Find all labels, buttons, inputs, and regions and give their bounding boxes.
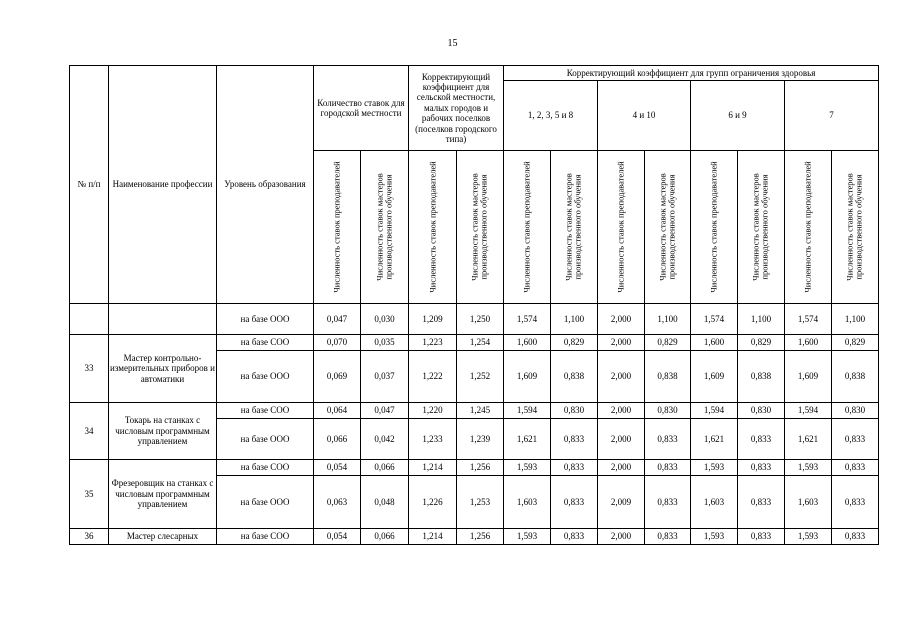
row-num: 34 [70, 403, 109, 460]
value-cell: 0,838 [551, 351, 598, 403]
value-cell: 1,574 [785, 304, 832, 335]
value-cell: 1,593 [504, 460, 551, 476]
value-cell: 1,609 [691, 351, 738, 403]
header-vertical-label: Численность ставок преподавателей [708, 161, 719, 293]
education-level: на базе СОО [217, 460, 314, 476]
header-rural-group: Корректирующий коэффициент для сельской местности, малых городов и рабочих поселков (поселков городского типа) [409, 66, 504, 151]
profession-name: Мастер слесарных [109, 529, 217, 545]
header-urban-group: Количество ставок для городской местности [314, 66, 409, 151]
value-cell: 1,603 [785, 476, 832, 529]
value-cell: 1,603 [504, 476, 551, 529]
header-masters-count [645, 151, 691, 304]
value-cell: 1,245 [457, 403, 504, 419]
value-cell: 0,829 [738, 335, 785, 351]
value-cell: 2,000 [598, 419, 645, 460]
header-masters-count [361, 151, 409, 304]
value-cell: 0,830 [645, 403, 691, 419]
header-vertical-label: Численность ставок преподавателей [615, 161, 626, 293]
value-cell: 1,239 [457, 419, 504, 460]
value-cell: 0,833 [832, 460, 879, 476]
value-cell: 1,100 [551, 304, 598, 335]
value-cell: 1,100 [645, 304, 691, 335]
value-cell: 0,829 [832, 335, 879, 351]
value-cell: 0,037 [361, 351, 409, 403]
header-health-group-1: 1, 2, 3, 5 и 8 [504, 81, 598, 151]
value-cell: 0,833 [551, 476, 598, 529]
value-cell: 1,209 [409, 304, 457, 335]
value-cell: 0,838 [832, 351, 879, 403]
value-cell: 1,603 [691, 476, 738, 529]
table-row [70, 403, 879, 419]
header-masters-count [738, 151, 785, 304]
value-cell: 1,621 [691, 419, 738, 460]
header-health-group-3: 6 и 9 [691, 81, 785, 151]
value-cell: 1,594 [504, 403, 551, 419]
value-cell: 0,070 [314, 335, 361, 351]
value-cell: 1,100 [832, 304, 879, 335]
value-cell: 1,253 [457, 476, 504, 529]
profession-name: Фрезеровщик на станках с числовым программным управлением [109, 460, 217, 529]
header-vertical-label: Численность ставок преподавателей [521, 161, 532, 293]
value-cell: 0,838 [738, 351, 785, 403]
header-num: № п/п [70, 66, 109, 304]
value-cell: 2,000 [598, 460, 645, 476]
value-cell: 0,833 [738, 419, 785, 460]
education-level: на базе ООО [217, 304, 314, 335]
value-cell: 1,593 [785, 529, 832, 545]
value-cell: 1,256 [457, 460, 504, 476]
value-cell: 1,593 [691, 529, 738, 545]
value-cell: 1,600 [504, 335, 551, 351]
value-cell: 2,000 [598, 351, 645, 403]
row-name [109, 304, 217, 335]
value-cell: 0,035 [361, 335, 409, 351]
value-cell: 2,009 [598, 476, 645, 529]
value-cell: 2,000 [598, 403, 645, 419]
header-masters-count [832, 151, 879, 304]
value-cell: 0,042 [361, 419, 409, 460]
value-cell: 0,833 [551, 419, 598, 460]
value-cell: 0,069 [314, 351, 361, 403]
value-cell: 1,226 [409, 476, 457, 529]
education-level: на базе ООО [217, 419, 314, 460]
education-level: на базе СОО [217, 529, 314, 545]
value-cell: 0,829 [551, 335, 598, 351]
value-cell: 0,838 [645, 351, 691, 403]
value-cell: 0,047 [361, 403, 409, 419]
value-cell: 1,222 [409, 351, 457, 403]
value-cell: 1,214 [409, 460, 457, 476]
value-cell: 0,830 [738, 403, 785, 419]
value-cell: 1,574 [691, 304, 738, 335]
page-number: 15 [447, 38, 458, 49]
table-row [70, 304, 879, 335]
value-cell: 1,100 [738, 304, 785, 335]
value-cell: 1,254 [457, 335, 504, 351]
value-cell: 0,829 [645, 335, 691, 351]
profession-name: Мастер контрольно-измерительных приборов и автоматики [109, 335, 217, 403]
header-health-group-4: 7 [785, 81, 879, 151]
header-teachers-count [409, 151, 457, 304]
header-teachers-count [785, 151, 832, 304]
value-cell: 1,256 [457, 529, 504, 545]
value-cell: 0,833 [738, 529, 785, 545]
value-cell: 0,833 [738, 460, 785, 476]
value-cell: 0,833 [645, 529, 691, 545]
header-vertical-label: Численность ставок мастеров производственного обучения [657, 173, 677, 281]
header-teachers-count [598, 151, 645, 304]
value-cell: 1,600 [691, 335, 738, 351]
education-level: на базе СОО [217, 403, 314, 419]
value-cell: 0,047 [314, 304, 361, 335]
value-cell: 0,066 [361, 460, 409, 476]
value-cell: 0,833 [832, 419, 879, 460]
value-cell: 1,220 [409, 403, 457, 419]
value-cell: 0,833 [645, 419, 691, 460]
value-cell: 2,000 [598, 335, 645, 351]
value-cell: 0,833 [551, 529, 598, 545]
header-masters-count [551, 151, 598, 304]
value-cell: 0,833 [645, 460, 691, 476]
value-cell: 1,609 [504, 351, 551, 403]
value-cell: 1,214 [409, 529, 457, 545]
value-cell: 1,593 [691, 460, 738, 476]
header-vertical-label: Численность ставок мастеров производственного обучения [563, 173, 583, 281]
table-row [70, 335, 879, 351]
header-level: Уровень образования [217, 66, 314, 304]
header-teachers-count [504, 151, 551, 304]
value-cell: 0,063 [314, 476, 361, 529]
value-cell: 0,030 [361, 304, 409, 335]
header-vertical-label: Численность ставок преподавателей [331, 161, 342, 293]
header-teachers-count [691, 151, 738, 304]
staffing-table [69, 65, 879, 545]
row-num: 35 [70, 460, 109, 529]
header-teachers-count [314, 151, 361, 304]
table-row [70, 460, 879, 476]
header-masters-count [457, 151, 504, 304]
value-cell: 0,066 [361, 529, 409, 545]
value-cell: 0,054 [314, 460, 361, 476]
row-num [70, 304, 109, 335]
header-vertical-label: Численность ставок преподавателей [426, 161, 437, 293]
value-cell: 1,609 [785, 351, 832, 403]
value-cell: 0,048 [361, 476, 409, 529]
value-cell: 0,833 [832, 476, 879, 529]
header-vertical-label: Численность ставок мастеров производственного обучения [374, 173, 394, 281]
row-num: 36 [70, 529, 109, 545]
value-cell: 1,593 [504, 529, 551, 545]
value-cell: 1,621 [504, 419, 551, 460]
value-cell: 0,066 [314, 419, 361, 460]
value-cell: 1,252 [457, 351, 504, 403]
value-cell: 0,833 [645, 476, 691, 529]
value-cell: 1,574 [504, 304, 551, 335]
value-cell: 1,593 [785, 460, 832, 476]
value-cell: 1,223 [409, 335, 457, 351]
value-cell: 2,000 [598, 304, 645, 335]
value-cell: 1,233 [409, 419, 457, 460]
row-num: 33 [70, 335, 109, 403]
header-name: Наименование профессии [109, 66, 217, 304]
value-cell: 0,054 [314, 529, 361, 545]
value-cell: 0,064 [314, 403, 361, 419]
header-vertical-label: Численность ставок мастеров производственного обучения [750, 173, 770, 281]
value-cell: 1,594 [691, 403, 738, 419]
value-cell: 1,594 [785, 403, 832, 419]
value-cell: 1,250 [457, 304, 504, 335]
header-health-group: Корректирующий коэффициент для групп ограничения здоровья [504, 66, 879, 81]
value-cell: 1,600 [785, 335, 832, 351]
header-vertical-label: Численность ставок мастеров производственного обучения [469, 173, 489, 281]
value-cell: 0,830 [551, 403, 598, 419]
table-row [70, 529, 879, 545]
education-level: на базе СОО [217, 335, 314, 351]
header-vertical-label: Численность ставок преподавателей [802, 161, 813, 293]
header-health-group-2: 4 и 10 [598, 81, 691, 151]
education-level: на базе ООО [217, 351, 314, 403]
value-cell: 0,833 [832, 529, 879, 545]
header-vertical-label: Численность ставок мастеров производственного обучения [844, 173, 865, 281]
education-level: на базе ООО [217, 476, 314, 529]
value-cell: 0,833 [551, 460, 598, 476]
value-cell: 2,000 [598, 529, 645, 545]
profession-name: Токарь на станках с числовым программным управлением [109, 403, 217, 460]
value-cell: 1,621 [785, 419, 832, 460]
value-cell: 0,833 [738, 476, 785, 529]
value-cell: 0,830 [832, 403, 879, 419]
